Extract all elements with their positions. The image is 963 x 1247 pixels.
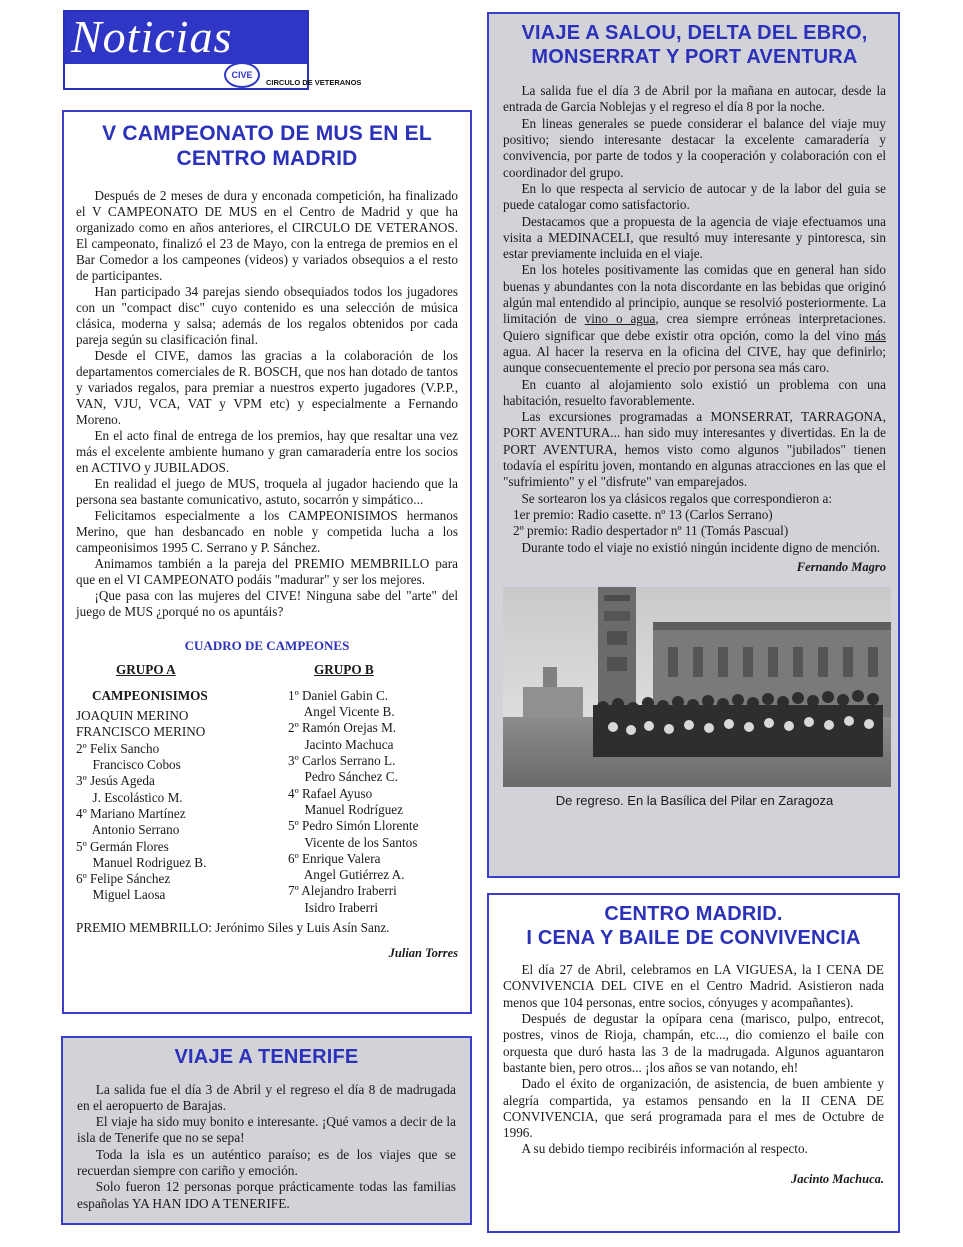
mus-paragraph: Después de 2 meses de dura y enconada competición, ha finalizado el V CAMPEONATO DE MUS en el Centro de Madrid y que ha organizado como en años anteriores, el CIRCULO DE VETERANOS. El campeonato, finalizó el 23 de Mayo, con la entrega de premios en el Bar Comedor a los campeones (videos) y variados obsequios a el resto de participantes.	[76, 187, 458, 283]
campeonisimos-label: CAMPEONISIMOS	[92, 687, 208, 703]
champion-entry: Jacinto Machuca	[288, 736, 394, 752]
tenerife-paragraph: La salida fue el día 3 de Abril y el regreso el día 8 de madrugada en el aeropuerto de Barajas.	[77, 1081, 456, 1113]
champion-entry: Angel Gutiérrez A.	[288, 867, 405, 883]
salou-body	[503, 83, 886, 556]
champion-entry: 5º Pedro Simón Llorente	[288, 818, 419, 834]
salou-paragraph: Destacamos que a propuesta de la agencia de viaje efectuamos una visita a MEDINACELI, que resultó muy interesante y pintoresca, sin estar previamente incluida en el viaje.	[503, 213, 886, 262]
tenerife-article	[61, 1036, 472, 1225]
cena-paragraph: El día 27 de Abril, celebramos en LA VIGUESA, la I CENA DE CONVIVENCIA DEL CIVE en el Centro Madrid. Asistieron nada menos que 104 personas, entre socios, cónyuges y acompañantes).	[503, 962, 884, 1010]
noticias-logo	[63, 10, 362, 90]
champion-entry: Isidro Iraberri	[288, 899, 379, 915]
champion-entry: J. Escolástico M.	[76, 789, 183, 805]
mus-paragraph: En realidad el juego de MUS, troquela al jugador haciendo que la persona sea bastante comunicativo, astuto, socarrón y simpático...	[76, 475, 458, 507]
champion-entry: 4º Rafael Ayuso	[288, 785, 373, 801]
cena-body	[503, 962, 884, 1158]
champion-entry: Manuel Rodríguez	[288, 801, 403, 817]
tenerife-paragraph: El viaje ha sido muy bonito e interesante. ¡Qué vamos a decir de la isla de Tenerife que no se sepa!	[77, 1114, 456, 1146]
champion-entry: Antonio Serrano	[76, 822, 180, 838]
mus-title: V CAMPEONATO DE MUS EN EL CENTRO MADRID	[102, 122, 432, 170]
mus-article	[62, 110, 472, 1014]
salou-paragraph: En lo que respecta al servicio de autocar y de la labor del guia se puede catalogar como satisfactorio.	[503, 180, 886, 213]
champion-entry: 1º Daniel Gabin C.	[288, 687, 389, 703]
mus-signature: Julian Torres	[388, 945, 458, 960]
mus-paragraph: Han participado 34 parejas siendo obsequiados todos los jugadores con un "compact disc" cuyo contenido es una selección de música clásica, moderna y salsa; además de los regalos obtenidos por cada pareja según su clasificación final.	[76, 283, 458, 347]
salou-paragraph: La salida fue el día 3 de Abril por la mañana en autocar, desde la entrada de Garcia Noblejas y el regreso el día 8 por la noche.	[503, 83, 886, 115]
champion-entry: Angel Vicente B.	[288, 704, 395, 720]
tenerife-paragraph: Toda la isla es un auténtico paraíso; es de los viajes que se recuerdan siempre con cariño y emoción.	[77, 1146, 456, 1179]
cuadro-de-campeones: CUADRO DE CAMPEONES	[184, 637, 350, 653]
prize-1: 1er premio: Radio casette. nº 13 (Carlos Serrano)	[513, 506, 773, 522]
grupo-a-heading: GRUPO A	[116, 661, 176, 677]
champion-entry: Vicente de los Santos	[288, 834, 418, 850]
champion-entry: JOAQUIN MERINO	[76, 708, 189, 724]
champion-entry: Miguel Laosa	[76, 887, 166, 903]
photo-illustration	[503, 587, 891, 787]
mus-paragraph: En el acto final de entrega de los premios, hay que resaltar una vez más el excelente ambiente humano y gran camaradería entre los socios en ACTIVO y JUBILADOS.	[76, 427, 458, 475]
salou-title: VIAJE A SALOU, DELTA DEL EBRO, MONSERRAT Y PORT AVENTURA	[521, 22, 868, 68]
mus-paragraph: Desde el CIVE, damos las gracias a la colaboración de los departamentos comerciales de R. BOSCH, que nos han dotado de tantos y variados regalos, para premiar a nuestros experto jugadores (V.P.P., VAN, VJU, VCA, VAT y VPM etc) y especialmente a Fernando Moreno.	[76, 347, 458, 427]
salou-paragraph: Durante todo el viaje no existió ningún incidente digno de mención.	[521, 539, 881, 555]
tenerife-paragraph: Solo fueron 12 personas porque prácticamente todas las familias españolas YA HAN IDO A TENERIFE.	[77, 1179, 456, 1211]
mus-body	[76, 188, 458, 620]
champion-entry: Pedro Sánchez C.	[288, 769, 398, 785]
cena-article	[487, 893, 900, 1233]
champion-entry: 2º Felix Sancho	[76, 740, 160, 756]
basilica-group-photo	[503, 587, 891, 787]
champion-entry: Manuel Rodriguez B.	[76, 854, 207, 870]
cena-signature: Jacinto Machuca.	[790, 1171, 884, 1186]
grupo-b-column	[288, 662, 468, 916]
salou-paragraph: Se sortearon los ya clásicos regalos que correspondieron a:	[521, 490, 833, 506]
salou-paragraph: En lineas generales se puede considerar el balance del viaje muy positivo; siendo interesante destacar la excelente camaradería y convivencia, por parte de todos y la cooperación y colaboración con el coordinador del grupo.	[503, 115, 886, 180]
salou-paragraph: En cuanto al alojamiento solo existió un problema con una habitación, resuelto favorablemente.	[503, 376, 886, 408]
tenerife-body	[77, 1082, 456, 1212]
champion-entry: 5º Germán Flores	[76, 838, 169, 854]
salou-paragraph-drinks: En los hoteles positivamente las comidas que en general han sido buenas y abundantes con la nota discordante en las bebidas que originó algún mal entendido al principio, aunque se resolvió posteriormente. La limitación de vino o agua, crea siempre erróneas interpretaciones. Quiero significar que debe existir otra opción, como la del vino más agua. Al hacer la reserva en la oficina del CIVE, hay que definirlo; aunque consecuentemente el precio por persona sea más caro.	[503, 262, 887, 376]
grupo-b-heading: GRUPO B	[314, 661, 374, 677]
champion-entry: 3º Carlos Serrano L.	[288, 753, 396, 769]
salou-signature: Fernando Magro	[796, 559, 886, 574]
mus-paragraph: Felicitamos especialmente a los CAMPEONISIMOS hermanos Merino, que han desbancado en noble y competida lucha a los campeonisimos 1995 C. Serrano y P. Sánchez.	[76, 507, 458, 555]
cive-seal: CIVE	[224, 62, 260, 88]
champion-entry: 6º Felipe Sánchez	[76, 871, 171, 887]
champion-entry: Francisco Cobos	[76, 757, 181, 773]
logo-subtitle: CIRCULO DE VETERANOS	[266, 78, 362, 87]
champion-entry: 3º Jesús Ageda	[76, 773, 155, 789]
grupo-a-column	[76, 662, 286, 904]
grupo-a-list	[76, 708, 286, 904]
mus-paragraph: Animamos también a la pareja del PREMIO MEMBRILLO para que en el VI CAMPEONATO podáis "madurar" y ser los mejores.	[76, 555, 458, 587]
tenerife-title: VIAJE A TENERIFE	[174, 1046, 359, 1068]
cena-paragraph: Después de degustar la opípara cena (marisco, pulpo, entrecot, postres, vinos de Rioja, champán, etc..., dio comienzo el baile con orquesta que duró hasta las 3 de la madrugada. Algunos aguantaron bastante bien, pero otros... ¡los años se van notando, eh!	[503, 1011, 884, 1075]
salou-paragraph: Las excursiones programadas a MONSERRAT, TARRAGONA, PORT AVENTURA... han sido muy interesantes y divertidas. En la de PORT AVENTURA, hemos visto como algunos "jubilados" tienen todavía el espíritu joven, montando en algunas atracciones en las que el "sufrimiento" y el "disfrute" van emparejados.	[503, 409, 886, 490]
mus-paragraph: ¡Que pasa con las mujeres del CIVE! Ninguna sabe del "arte" del juego de MUS ¿porqué no os apuntáis?	[76, 587, 458, 619]
champions-table	[76, 661, 458, 915]
cena-paragraph: A su debido tiempo recibiréis información al respecto.	[521, 1141, 808, 1157]
champion-entry: 2º Ramón Orejas M.	[288, 720, 397, 736]
prize-2: 2º premio: Radio despertador nº 11 (Tomás Pascual)	[513, 523, 789, 539]
champion-entry: 6º Enrique Valera	[288, 850, 381, 866]
grupo-b-list	[288, 688, 468, 916]
salou-article	[487, 12, 900, 878]
cena-paragraph: Dado el éxito de organización, de asistencia, de buen ambiente y alegría compartida, ya estamos pensando en la II CENA DE CONVIVENCIA, que será programada para el mes de Octubre de 1996.	[503, 1076, 884, 1141]
cena-title: CENTRO MADRID. I CENA Y BAILE DE CONVIVENCIA	[526, 903, 861, 949]
premio-membrillo: PREMIO MEMBRILLO: Jerónimo Siles y Luis Asín Sanz.	[76, 919, 390, 935]
champion-entry: 7º Alejandro Iraberri	[288, 883, 397, 899]
photo-caption: De regreso. En la Basílica del Pilar en Zaragoza	[555, 792, 834, 808]
champion-entry: 4º Mariano Martínez	[76, 805, 186, 821]
champion-entry: FRANCISCO MERINO	[76, 724, 206, 740]
logo-word: Noticias	[71, 11, 233, 62]
